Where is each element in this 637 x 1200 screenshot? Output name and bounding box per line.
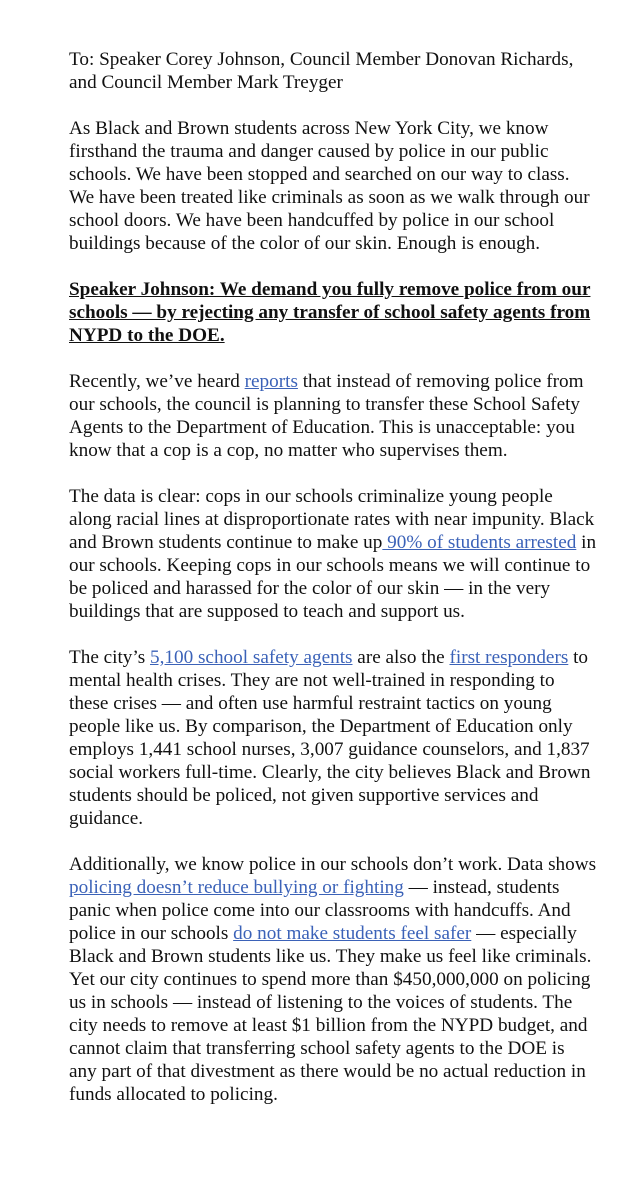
reports-text-after: that instead of removing police from our schools, the council is planning to transfer these School Safety Agents to the Department of Education. This is unacceptable: you know that a cop is a cop, no matter who supervises them.	[69, 371, 584, 461]
agents-paragraph	[69, 646, 597, 830]
additionally-text-before: Additionally, we know police in our schools don’t work. Data shows	[69, 854, 597, 875]
agents-text-after: to mental health crises. They are not well-trained in responding to these crises — and often use harmful restraint tactics on young people like us. By comparison, the Department of Education only employs 1,441 school nurses, 3,007 guidance counselors, and 1,837 social workers full-time. Clearly, the city believes Black and Brown students should be policed, not given supportive services and guidance.	[69, 647, 591, 829]
data-text-after: in our schools. Keeping cops in our schools means we will continue to be policed and harassed for the color of our skin — in the very buildings that are supposed to teach and support us.	[69, 532, 597, 622]
students-arrested-link[interactable]: 90% of students arrested	[382, 532, 577, 553]
demand-statement: Speaker Johnson: We demand you fully remove police from our schools — by rejecting any transfer of school safety agents from NYPD to the DOE.	[69, 279, 591, 346]
first-responders-link[interactable]: first responders	[449, 647, 569, 668]
additionally-text-middle: — instead, students panic when police come into our classrooms with handcuffs. And police in our schools	[69, 877, 571, 944]
intro-paragraph: As Black and Brown students across New York City, we know firsthand the trauma and danger caused by police in our public schools. We have been stopped and searched on our way to class. We have been treated like criminals as soon as we walk through our school doors. We have been handcuffed by police in our school buildings because of the color of our skin. Enough is enough.	[69, 118, 590, 254]
feel-safer-link[interactable]: do not make students feel safer	[233, 923, 472, 944]
agents-text-middle: are also the	[352, 647, 450, 668]
reports-link[interactable]: reports	[244, 371, 298, 392]
data-text-before: The data is clear: cops in our schools criminalize young people along racial lines at disproportionate rates with near impunity. Black and Brown students continue to make up	[69, 486, 595, 553]
additionally-text-after: — especially Black and Brown students like us. They make us feel like criminals. Yet our city continues to spend more than $450,000,000 on policing us in schools — instead of listening to the voices of students. The city needs to remove at least $1 billion from the NYPD budget, and cannot claim that transferring school safety agents to the DOE is any part of that divestment as there would be no actual reduction in funds allocated to policing.	[69, 923, 592, 1105]
agents-text-before: The city’s	[69, 647, 150, 668]
bullying-fighting-link[interactable]: policing doesn’t reduce bullying or fighting	[69, 877, 404, 898]
recipient-line: To: Speaker Corey Johnson, Council Member Donovan Richards, and Council Member Mark Treyger	[69, 49, 574, 93]
reports-text-before: Recently, we’ve heard	[69, 371, 245, 392]
reports-paragraph	[69, 370, 597, 462]
safety-agents-link[interactable]: 5,100 school safety agents	[150, 647, 353, 668]
data-paragraph	[69, 485, 597, 623]
additionally-paragraph	[69, 853, 597, 1106]
